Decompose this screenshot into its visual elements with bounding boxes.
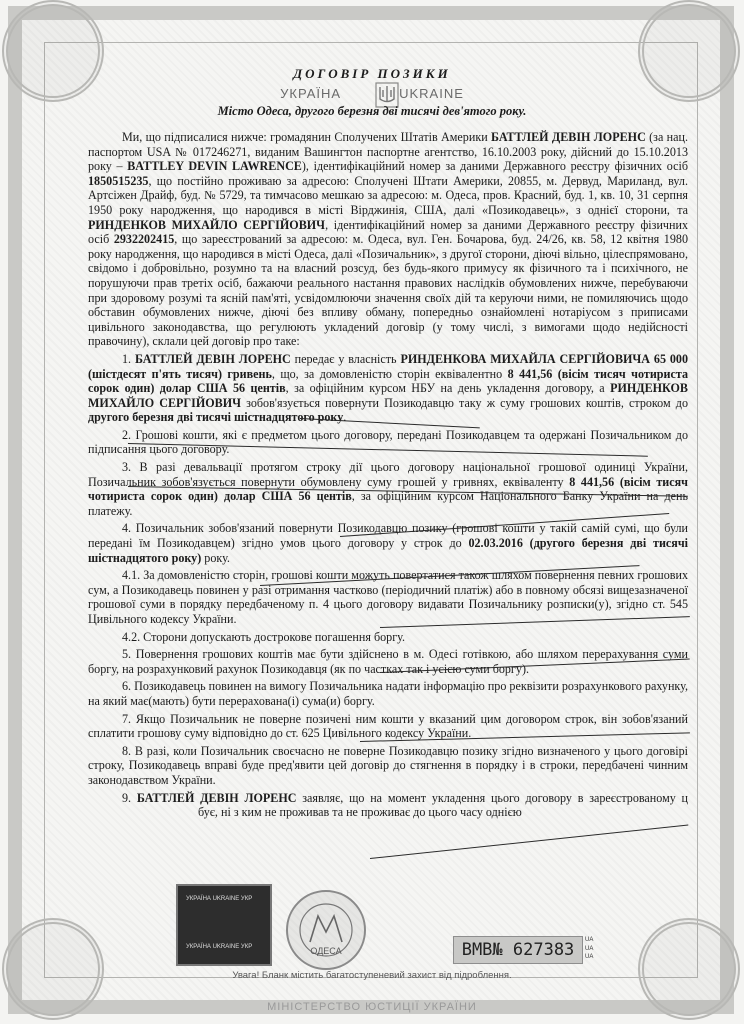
lender-name: БАТТЛЕЙ ДЕВІН ЛОРЕНС — [491, 130, 646, 144]
clause-5: 5. Повернення грошових коштів має бути здійснено в м. Одесі готівкою, або шляхом перерахування суми боргу, на розрахунковий рахунок Позикодавця (як по частках так і усією суми боргу). — [88, 647, 688, 676]
loan-amount: РИНДЕНКОВА МИХАЙЛА СЕРГІЙОВИЧА 65 000 (шістдесят п'ять тисяч) гривень — [88, 351, 688, 381]
country-band-left: УКРАЇНА — [280, 86, 342, 101]
svg-text:ОДЕСА: ОДЕСА — [310, 946, 342, 956]
place-and-date: Місто Одеса, другого березня дві тисячі дев'ятого року. — [217, 104, 527, 118]
clause-6: 6. Позикодавець повинен на вимогу Позичальника надати інформацію про реквізити розрахункового рахунку, на який має(мають) бути перерахована(і) сума(и) боргу. — [88, 679, 689, 708]
security-warning: Увага! Бланк містить багатоступеневий захист від підроблення. — [232, 970, 512, 981]
lender-name-latin: BATTLEY DEVIN LAWRENCE — [127, 159, 302, 174]
clause-4-2: 4.2. Сторони допускають дострокове погашення боргу. — [122, 629, 406, 644]
loan-usd-equivalent: 8 441,56 (вісім тисяч чотириста сорок один) долар США 56 центів — [88, 366, 688, 396]
notary-stamp-icon — [286, 890, 366, 970]
clause-1: 1. БАТТЛЕЙ ДЕВІН ЛОРЕНС передає у власність РИНДЕНКОВА МИХАЙЛА СЕРГІЙОВИЧА 65 000 (шістдесят п'ять тисяч) гривень, що, за домовленістю сторін еквівалентно 8 441,56 (вісім тисяч чотириста сорок один) долар США 56 центів, за офіційним курсом НБУ на день укладення договору, а РИНДЕНКОВ МИХАЙЛО СЕРГІЙОВИЧ зобов'язується повернути Позикодавцю таку ж суму грошових коштів, строком до другого березня дві тисячі шістнадцятого року. — [88, 351, 688, 425]
lender-tax-id: 1850515235 — [88, 173, 149, 188]
preamble: Ми, що підписалися нижче: громадянин Сполучених Штатів Америки БАТТЛЕЙ ДЕВІН ЛОРЕНС (за нац. паспортом USA № 017246271, виданим Вашингтон паспортне агентство, 16.10.2003 року, дійсний до 15.10.2013 року – BATTLEY DEVIN LAWRENCE), ідентифікаційний номер за даними Державного реєстру фізичних осіб 1850515235, що постійно проживаю за адресою: Сполучені Штати Америки, 20855, м. Дервуд, Мариланд, вул. Артсіжен Драйф, буд. № 5729, та тимчасово мешкаю за адресою: м. Одеса, пров. Красний, буд. 1, кв. 10, 31 серпня 1950 року народження, що народився в місті Вірджинія, США, далі «Позикодавець», з однієї сторони, та РИНДЕНКОВ МИХАЙЛО СЕРГІЙОВИЧ, ідентифікаційний номер за даними Державного реєстру фізичних осіб 2932202415, що зареєстрований за адресою: м. Одеса, вул. Ген. Бочарова, буд. 24/26, кв. 58, 12 квітня 1980 року народження, що народився в місті Одеса, далі «Позичальник», з другої сторони, діючі вільно, цілеспрямовано, свідомо і добровільно, розумно та на власний розсуд, без будь-якого примусу як фізичного та і психічного, не порушуючи прав третіх осіб, бажаючи реального настання правових наслідків обумовлених нижче, перебуваючи при здоровому розумі та ясній пам'яті, усвідомлюючи значення своїх дій та керуючи ними, не помиляючись щодо обставин обумовлених нижче, діючі без впливу обману, попередньо ознайомлені нотаріусом з приписами цивільного законодавства, що регулюють укладений договір (у тому числі, з вимогами щодо недійсності правочину), склали цей договір про таке: — [88, 130, 689, 349]
clause-7: 7. Якщо Позичальник не поверне позичені ним кошти у вказаний цим договором строк, він зобов'язаний сплатити грошову суму відповідно до ст. 625 Цивільного кодексу України. — [88, 711, 688, 741]
clause-4: 4. Позичальник зобов'язаний повернути Позикодавцю позику (грошові кошти у такій самій сумі, що були передані їм Позикодавцем) згідно умов цього договору у строк до 02.03.2016 (другого березня дві тисячі шістнадцятого року) року. — [88, 521, 688, 565]
document-title: ДОГОВІР ПОЗИКИ — [293, 66, 451, 81]
borrower-name: РИНДЕНКОВ МИХАЙЛО СЕРГІЙОВИЧ — [88, 217, 326, 232]
issuer-ministry: МІНІСТЕРСТВО ЮСТИЦІЇ УКРАЇНИ — [267, 1001, 477, 1013]
clause-2: 2. Грошові кошти, які є предметом цього договору, передані Позикодавцем та одержані Позичальником до підписання цього договору. — [88, 427, 688, 457]
repayment-date: 02.03.2016 (другого березня дві тисячі шістнадцятого року) — [88, 536, 688, 565]
clause-9: 9. БАТТЛЕЙ ДЕВІН ЛОРЕНС заявляє, що на момент укладення цього договору в зареєстрованому цбує, ні з ким не проживав та не проживає до цього часу однією — [122, 790, 689, 820]
hologram-seal: УКРАЇНА UKRAINE УКР УКРАЇНА UKRAINE УКР — [176, 884, 272, 966]
borrower-tax-id: 2932202415 — [113, 232, 175, 247]
clause-4-1: 4.1. За домовленістю сторін, грошові кошти можуть повертатися також шляхом повернення певних грошових сум, а Позикодавець повинен у разі отримання частково (періодичний платіж) або в повному обсязі вищезазначеної грошової суми в порядку передбаченому п. 4 цього договору видавати Позичальнику розписки(у), згідно ст. 545 Цивільного кодексу України. — [88, 568, 688, 626]
clause-8: 8. В разі, коли Позичальник своєчасно не поверне Позикодавцю позику згідно визначеного у цього договірі строку, Позикодавець вправі буде пред'явити цей договір до стягнення в порядку і в строки, передбачені чинним законодавством України. — [88, 743, 688, 787]
loan-term: другого березня дві тисячі шістнадцятого року — [88, 410, 344, 425]
blank-serial-number: ВМВ№ 627383 — [453, 936, 583, 964]
country-band-right: UKRAINE — [399, 86, 464, 101]
clause-3: 3. В разі девальвації протягом строку дії цього договору національної грошової одиниці України, Позичальник зобов'язується повернути обумовлену суму грошей у гривнях, еквіваленту 8 441,56 (вісім тисяч чотириста сорок один) долар США 56 центів, за офіційним курсом Національного Банку України на день платежу. — [88, 460, 688, 518]
contract-body — [88, 130, 688, 820]
serial-side-marks: UA UA UA — [585, 937, 594, 960]
